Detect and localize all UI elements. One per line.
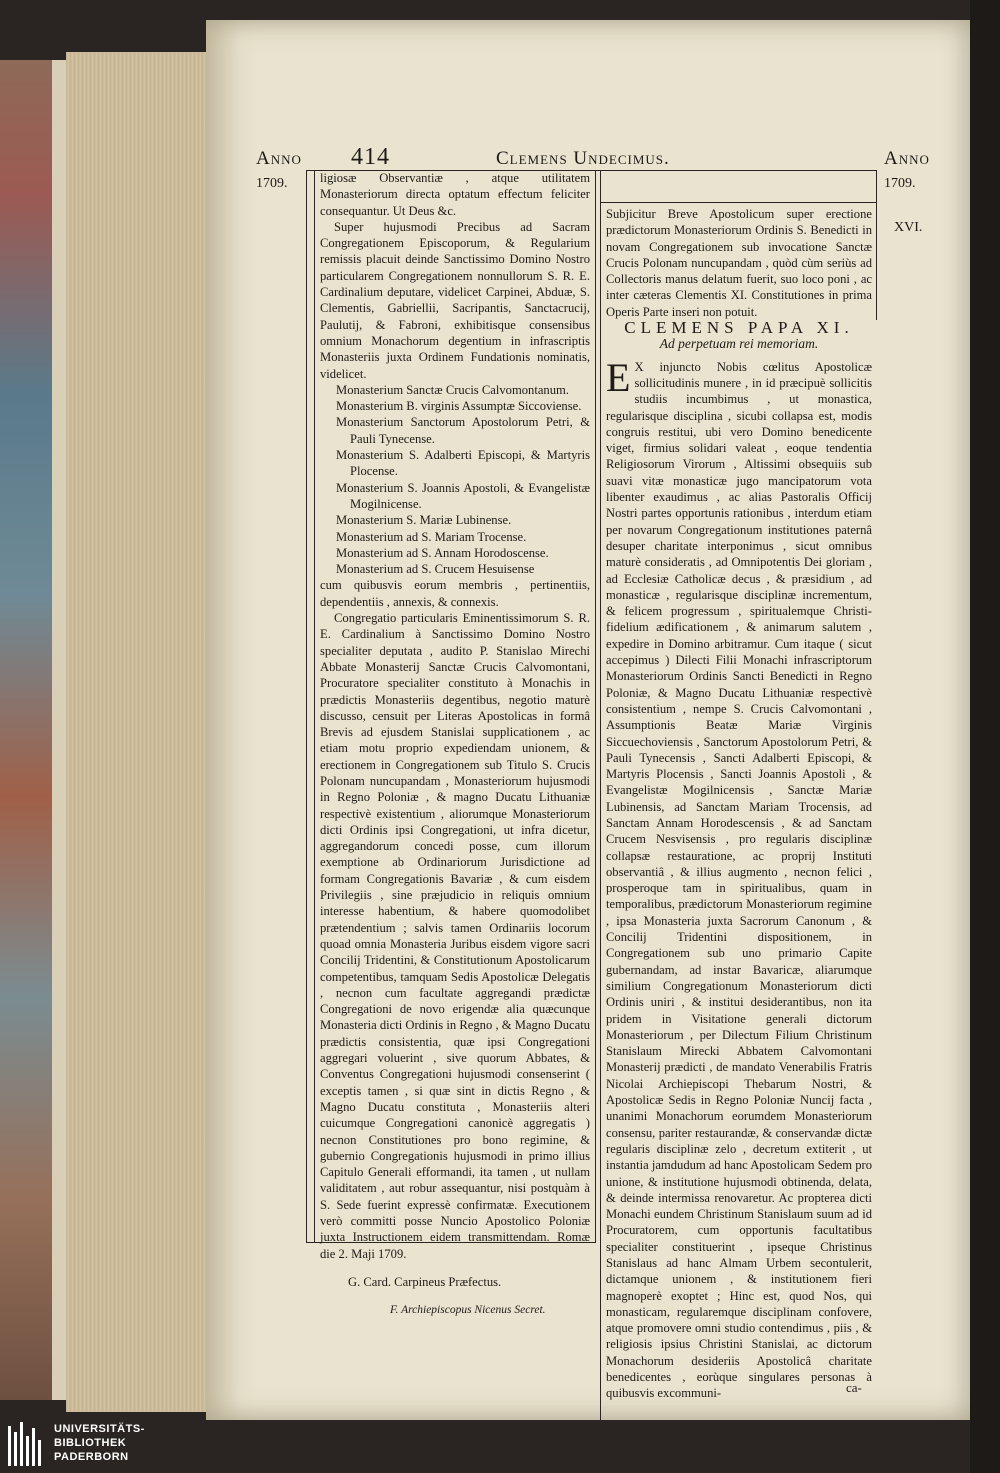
monastery-item: Monasterium ad S. Mariam Trocense. bbox=[336, 529, 527, 544]
page-stack-edge bbox=[66, 52, 206, 1412]
monastery-item: Monasterium B. virginis Assumptæ Siccoviense. bbox=[336, 399, 582, 414]
brief-introduction: Subjicitur Breve Apostolicum super erectione prædictorum Monasteriorum Ordinis S. Benedicti in novam Congregationem sub invocatione Sanctæ Crucis Polonam nuncupandam , quòd cùm seriùs ad Collectoris manus delatum fuerit, suo loco poni , ac inter cæteras Clementis XI. Constitutiones in prima Operis Parte inseri non potuit. bbox=[606, 207, 872, 319]
drop-capital: E bbox=[606, 354, 631, 400]
catchword: ca- bbox=[846, 1380, 862, 1395]
logo-line-3: PADERBORN bbox=[54, 1451, 129, 1463]
signature-prefect: G. Card. Carpineus Præfectus. bbox=[348, 1274, 502, 1289]
section-number: XVI. bbox=[894, 220, 923, 235]
monastery-item: Monasterium ad S. Annam Horodoscense. bbox=[336, 545, 549, 560]
left-paragraph-4: Congregatio particularis Eminentissimorum S. R. E. Cardinalium à Sanctissimo Domino Nostro specialiter deputata , audito P. Stanislao Mirechi Abbate Monasterij Sanctæ Crucis Calvomontani, Procuratore specialiter constituto à Monachis in prædictis Monasteriis degentibus, negotio maturè discusso, censuit per Literas Apostolicas in formâ Brevis ad ejusdem Stanislai supplicationem , ac etiam motu proprio expediendam unionem, & erectionem in Congregationem sub Titulo S. Crucis Polonam nuncupandam , Monasteriorum hujusmodi in Regno Poloniæ , & magno Ducatu Lithuaniæ respectivè existentium , aliorumque Monasteriorum dicti Ordinis ipsi Congregationi, ut infra dicetur, aggregandorum concedi posse, cum illorum exemptione ab Ordinariorum Jurisdictione ad formam Congregationis Bavariæ , & cum eisdem Privilegiis , sine præjudicio in reliquis omnium interesse habentium, & habere quomodolibet prætendentium ; salvis tamen Ordinariis locorum quoad omnia Monasteria Juribus eisdem vigore sacri Concilij Tridentini, & Constitutionum Apostolicarum competentibus, tamquam Sedis Apostolicæ Delegatis , necnon cum facultate aggregandi prædictæ Congregationi de novo erigendæ alia quæcunque Monasteria dicti Ordinis in Regno , & Magno Ducatu prædictis consistentia, quæ ipsi Congregationi aggregari voluerint , sive quorum Abbates, & Conventus Congregationi hujusmodi consenserint ( exceptis tamen , si quæ sint in dictis Regno , & Magno Ducatu constituta , Monasteriis alteri cuicumque Congregationi canonicè aggregatis ) necnon Constitutiones pro bono regimine, & gubernio Congregationis hujusmodi in primo illius Capitulo Generali efformandi, ita tamen , ut nullam validitatem , aut robur assequantur, nisi postquàm à S. Sede fuerint expressè confirmatæ. Executionem verò committi posse Nuncio Apostolico Poloniæ juxta Instructionem eidem transmittendam. Romæ die 2. Maji 1709. bbox=[320, 611, 590, 1261]
anno-left: Anno bbox=[256, 148, 302, 169]
left-column bbox=[320, 170, 590, 1318]
column-rule bbox=[595, 170, 596, 1242]
right-frame-rule bbox=[876, 170, 877, 320]
brief-body bbox=[606, 354, 872, 1402]
book-page bbox=[206, 20, 970, 1420]
left-frame-rule bbox=[306, 170, 307, 1242]
brief-subheading: Ad perpetuam rei memoriam. bbox=[659, 336, 819, 352]
brief-heading: CLEMENS PAPA XI. bbox=[624, 318, 854, 338]
signature-secretary: F. Archiepiscopus Nicenus Secret. bbox=[390, 1304, 546, 1317]
logo-line-1: UNIVERSITÄTS- bbox=[54, 1423, 145, 1435]
monastery-item: Monasterium ad S. Crucem Hesuisense bbox=[336, 562, 535, 577]
running-title: Clemens Undecimus. bbox=[496, 148, 670, 169]
monastery-item: Monasterium S. Adalberti Episcopi, & Martyris Plocense. bbox=[336, 448, 590, 479]
left-paragraph-2: Super hujusmodi Precibus ad Sacram Congregationem Episcoporum, & Regularium remissis placuit deinde Sanctissimo Domino Nostro particularem Congregationem nonnullorum S. R. E. Cardinalium deputare, videlicet Carpinei, Abduæ, S. Clementis, Gabriellii, Sacripantis, Sanctacrucij, Paulutij, & Fabroni, exhibitisque consensibus omnium Monachorum degentium in infrascriptis Monasteriis juxta Ordinem Fundationis nominatis, videlicet. bbox=[320, 219, 590, 381]
intro-box-rule bbox=[600, 202, 876, 203]
left-paragraph-3: cum quibusvis eorum membris , pertinentiis, dependentiis , annexis, & connexis. bbox=[320, 578, 590, 609]
brief-body-text: X injuncto Nobis cœlitus Apostolicæ sollicitudinis munere , in id præcipuè sollicitis studiis incumbimus , ut monastica, regularisque disciplina , sicubi collapsa est, modis congruis restitui, ubi vero Domino benedicente viget, firmius solidari valeat , eoque tendentia Religiosorum Virorum , Altissimi obsequiis sub suavi vitæ monasticæ jugo mancipatorum vota libenter exaudimus , ac alias Pastoralis Officij Nostri partes opportunis rationibus , interdum etiam per novarum Congregationum institutiones paternâ desuper charitate interponimus , sicut omnibus maturè consideratis , ad Omnipotentis Dei gloriam , ad Ecclesiæ Catholicæ decus , & præsidium , ad monasticæ , regularisque disciplinæ incrementum, & felicem progressum , spiritualemque Christi-fidelium ædificationem , & animarum salutem , expedire in Domino arbitramur. Cum itaque ( sicut accepimus ) Dilecti Filii Monachi infrascriptorum Monasteriorum Ordinis Sancti Benedicti in Regno Poloniæ, & Magno Ducatu Lithuaniæ respectivè consistentium , nempe S. Crucis Calvomontani , Assumptionis Beatæ Mariæ Virginis Siccuechoviensis , Sanctorum Apostolorum Petri, & Pauli Tynecensis , Sancti Adalberti Episcopi, & Martyris Plocensis , Sancti Joannis Apostoli , & Evangelistæ Mogilnicensis , Sanctæ Mariæ Lubinensis, ad Sanctam Mariam Trocensis, ad Sanctam Annam Horodescensis , & ad Sanctam Crucem Nesvisensis , pro regularis disciplinæ collapsæ restauratione, ac proprij Instituti observantiâ , & illius augmento , necnon felici , prosperoque tam in spiritualibus, quam in temporalibus, prædictorum Monasteriorum regimine , ipsa Monasteria juxta Sacrorum Canonum , & Concilij Tridentini dispositionem, in Congregationem sub uno primario Capite gubernandam, ad instar Bavaricæ, aliarumque similium Congregationum Monasteriorum dicti Ordinis uniri , & institui desiderantibus, non ita pridem in Visitatione generali dictorum Monasteriorum , per Dilectum Filium Christinum Stanislaum Mirecki Abbatem Calvomontani Monasterij prædicti , de mandato Venerabilis Fratris Nicolai Archiepiscopi Thebarum Nostri, & Apostolicæ Sedis in Regno Poloniæ Nuncij facta , unanimi Monachorum eorumdem Monasteriorum consensu, pariter restaurandæ, & conservandæ dictæ regularis disciplinæ zelo , decretum extiterit , ut instantia jamdudum ad hanc Apostolicam Sedem pro unione, & institutione hujusmodi obtinenda, delata, & deinde intermissa renovaretur. Ac propterea dicti Monachi eundem Christinum Stanislaum suum ad id Procuratorem, cum opportunis facultatibus specialiter constituerint , ipseque Christinus Stanislaus ad hanc Almam Urbem secontulerit, dictamque unionem , & institutionem fieri magnoperè exoptet ; Hinc est, quod Nos, qui monasticam, regularemque disciplinam confovere, atque promovere omni studio contendimus , piis , & religiosis ipsius Christini Stanislai, ac dictorum Monachorum desideriis Apostolicâ charitate benedicentes , eorùque singulares personas à quibusvis excommuni- bbox=[606, 359, 872, 1401]
year-left: 1709. bbox=[256, 176, 288, 191]
library-logo-icon bbox=[8, 1422, 48, 1466]
left-paragraph-1: ligiosæ Observantiæ , atque utilitatem Monasteriorum directa optatum effectum feliciter consequantur. Ut Deus &c. bbox=[320, 171, 590, 218]
year-right: 1709. bbox=[884, 176, 916, 191]
monastery-item: Monasterium Sanctorum Apostolorum Petri, & Pauli Tynecense. bbox=[336, 415, 590, 446]
left-frame-rule-inner bbox=[314, 170, 315, 1242]
monastery-item: Monasterium Sanctæ Crucis Calvomontanum. bbox=[336, 382, 569, 397]
column-rule-inner bbox=[600, 170, 601, 1420]
right-column bbox=[606, 206, 872, 1402]
cover-inner-edge bbox=[52, 60, 66, 1400]
monastery-item: Monasterium S. Joannis Apostoli, & Evangelistæ Mogilnicense. bbox=[336, 480, 590, 511]
monastery-item: Monasterium S. Mariæ Lubinense. bbox=[336, 513, 512, 528]
logo-line-2: BIBLIOTHEK bbox=[54, 1437, 127, 1449]
library-logo bbox=[8, 1420, 178, 1470]
anno-right: Anno bbox=[884, 148, 930, 169]
page-number: 414 bbox=[351, 144, 390, 170]
gutter-shadow bbox=[970, 0, 1000, 1473]
book-cover-edge bbox=[0, 60, 52, 1400]
